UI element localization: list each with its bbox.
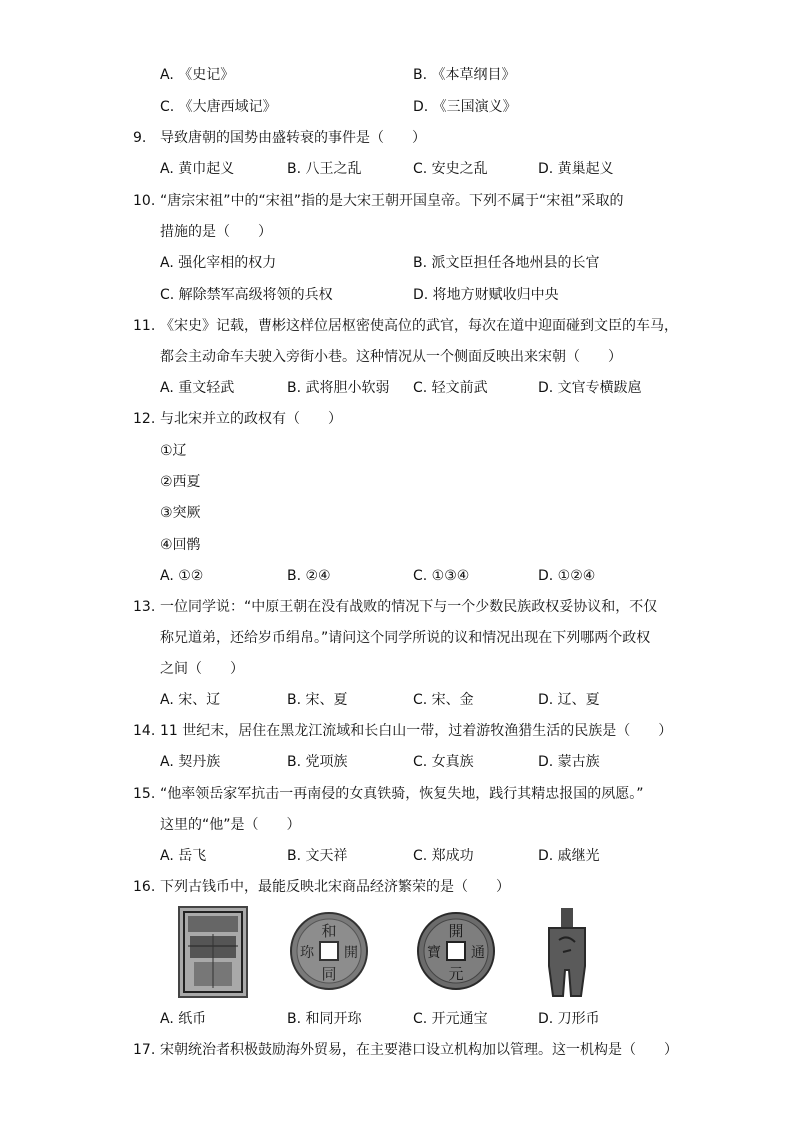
coin-c-char-right: 通 — [471, 945, 485, 961]
q14-option-a: A. 契丹族 — [160, 754, 221, 770]
q10-option-c: C. 解除禁军高级将领的兵权 — [160, 287, 333, 303]
q16-option-c: C. 开元通宝 — [413, 1011, 488, 1027]
q13-option-c: C. 宋、金 — [413, 692, 474, 708]
q12-item-4: ④回鹘 — [160, 537, 201, 553]
q16-option-d: D. 刀形币 — [538, 1011, 600, 1027]
q10-text-line2: 措施的是（ ） — [160, 224, 272, 240]
question-number: 14. — [133, 723, 156, 739]
q13-option-b: B. 宋、夏 — [287, 692, 348, 708]
question-number: 11. — [133, 318, 156, 334]
coin-b-char-left: 珎 — [300, 945, 314, 961]
question-number: 17. — [133, 1042, 156, 1058]
q13-text-line1: 一位同学说：“中原王朝在没有战败的情况下与一个少数民族政权妥协议和，不仅 — [160, 599, 658, 615]
spade-money-image — [541, 906, 593, 1000]
q8-option-d: D. 《三国演义》 — [413, 99, 517, 115]
question-number: 16. — [133, 879, 156, 895]
kaiyuan-tongbao-coin-image — [416, 906, 496, 996]
q10-text-line1: “唐宗宋祖”中的“宋祖”指的是大宋王朝开国皇帝。下列不属于“宋祖”采取的 — [160, 193, 624, 209]
coin-b-char-right: 開 — [344, 945, 358, 961]
q15-option-c: C. 郑成功 — [413, 848, 474, 864]
q15-option-b: B. 文天祥 — [287, 848, 348, 864]
q12-item-1: ①辽 — [160, 443, 187, 459]
paper-money-image — [178, 906, 250, 1000]
q12-text: 与北宋并立的政权有（ ） — [160, 411, 342, 427]
coin-b-char-top: 和 — [321, 922, 337, 940]
q13-option-d: D. 辽、夏 — [538, 692, 600, 708]
q10-option-b: B. 派文臣担任各地州县的长官 — [413, 255, 600, 271]
q8-option-b: B. 《本草纲目》 — [413, 67, 516, 83]
q16-option-a: A. 纸币 — [160, 1011, 207, 1027]
q8-option-a: A. 《史记》 — [160, 67, 235, 83]
question-number: 9. — [133, 130, 147, 146]
q11-option-d: D. 文官专横跋扈 — [538, 380, 642, 396]
coin-c-char-bottom: 元 — [448, 965, 464, 983]
question-number: 10. — [133, 193, 156, 209]
q11-option-c: C. 轻文前武 — [413, 380, 488, 396]
q14-option-b: B. 党项族 — [287, 754, 348, 770]
q12-option-b: B. ②④ — [287, 568, 331, 584]
q12-option-a: A. ①② — [160, 568, 204, 584]
q11-option-a: A. 重文轻武 — [160, 380, 235, 396]
q15-text-line2: 这里的“他”是（ ） — [160, 817, 301, 833]
q9-option-d: D. 黄巢起义 — [538, 161, 614, 177]
q13-text-line2: 称兄道弟，还给岁币绢帛。”请问这个同学所说的议和情况出现在下列哪两个政权 — [160, 630, 651, 646]
coin-b-char-bottom: 同 — [321, 965, 337, 983]
q10-option-a: A. 强化宰相的权力 — [160, 255, 277, 271]
coin-c-char-top: 開 — [448, 922, 464, 940]
q14-text: 11 世纪末，居住在黑龙江流域和长白山一带，过着游牧渔猎生活的民族是（ ） — [160, 723, 673, 739]
q16-option-b: B. 和同开珎 — [287, 1011, 362, 1027]
q12-item-3: ③突厥 — [160, 505, 201, 521]
q9-text: 导致唐朝的国势由盛转衰的事件是（ ） — [160, 130, 426, 146]
q13-option-a: A. 宋、辽 — [160, 692, 221, 708]
q9-option-b: B. 八王之乱 — [287, 161, 362, 177]
hetong-kaizhen-coin-image — [289, 906, 369, 996]
q13-text-line3: 之间（ ） — [160, 661, 244, 677]
coin-c-char-left: 寶 — [427, 945, 441, 961]
question-number: 12. — [133, 411, 156, 427]
q11-text-line2: 都会主动命车夫驶入旁街小巷。这种情况从一个侧面反映出来宋朝（ ） — [160, 349, 622, 365]
q15-option-d: D. 戚继光 — [538, 848, 600, 864]
q16-text: 下列古钱币中，最能反映北宋商品经济繁荣的是（ ） — [160, 879, 510, 895]
q8-option-c: C. 《大唐西域记》 — [160, 99, 277, 115]
q15-text-line1: “他率领岳家军抗击一再南侵的女真铁骑，恢复失地，践行其精忠报国的夙愿。” — [160, 786, 644, 802]
q15-option-a: A. 岳飞 — [160, 848, 207, 864]
q11-text-line1: 《宋史》记载，曹彬这样位居枢密使高位的武官，每次在道中迎面碰到文臣的车马， — [160, 318, 678, 334]
q10-option-d: D. 将地方财赋收归中央 — [413, 287, 559, 303]
q12-option-c: C. ①③④ — [413, 568, 470, 584]
question-number: 13. — [133, 599, 156, 615]
q14-option-d: D. 蒙古族 — [538, 754, 600, 770]
q17-text: 宋朝统治者积极鼓励海外贸易，在主要港口设立机构加以管理。这一机构是（ ） — [160, 1042, 678, 1058]
q9-option-c: C. 安史之乱 — [413, 161, 488, 177]
q11-option-b: B. 武将胆小软弱 — [287, 380, 390, 396]
q9-option-a: A. 黄巾起义 — [160, 161, 235, 177]
q12-item-2: ②西夏 — [160, 474, 201, 490]
q12-option-d: D. ①②④ — [538, 568, 596, 584]
question-number: 15. — [133, 786, 156, 802]
q14-option-c: C. 女真族 — [413, 754, 474, 770]
